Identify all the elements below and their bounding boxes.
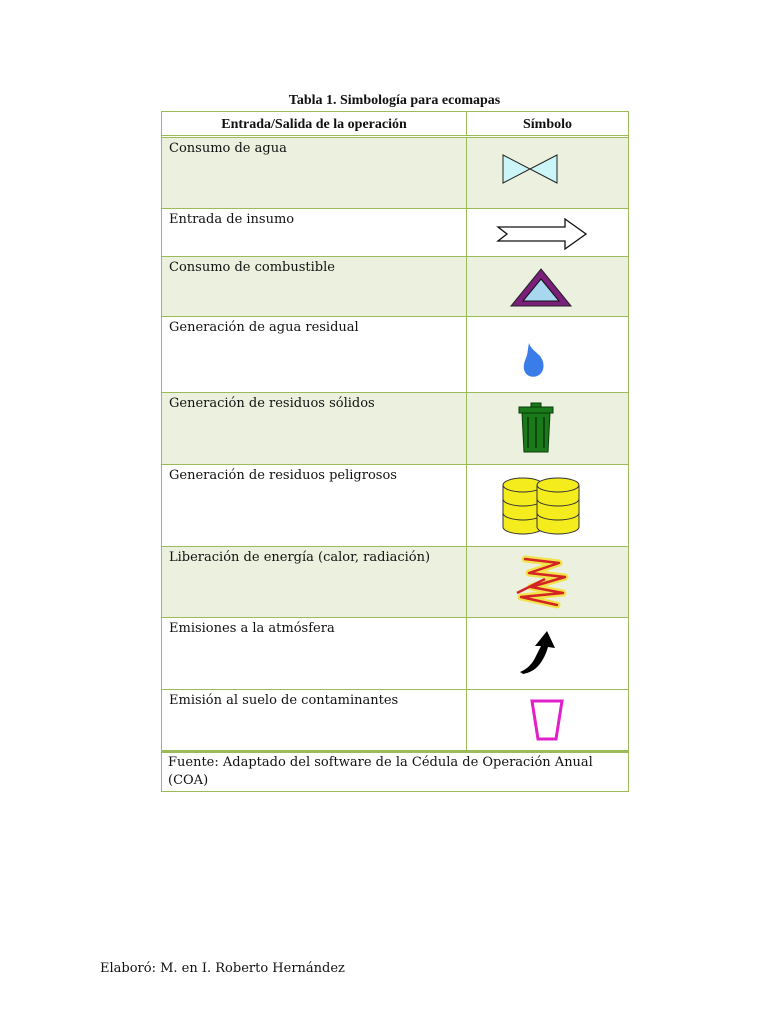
table-row — [162, 690, 628, 751]
row-label: Generación de residuos peligrosos — [162, 465, 467, 546]
table-row — [162, 257, 628, 317]
row-label: Generación de residuos sólidos — [162, 393, 467, 464]
author-footer: Elaboró: M. en I. Roberto Hernández — [100, 961, 345, 976]
row-label: Entrada de insumo — [162, 209, 467, 256]
table-row — [162, 317, 628, 393]
table-row — [162, 209, 628, 257]
emission-arrow-icon — [517, 628, 561, 676]
symbol-cell — [467, 209, 628, 256]
soil-bucket-icon — [529, 698, 565, 742]
water-drop-icon — [521, 341, 547, 379]
trash-can-icon — [517, 401, 555, 455]
table-row — [162, 138, 628, 209]
symbol-cell — [467, 393, 628, 464]
energy-zigzag-icon — [511, 553, 575, 611]
source-row — [162, 751, 628, 791]
row-label: Liberación de energía (calor, radiación) — [162, 547, 467, 617]
symbology-table — [161, 111, 629, 792]
barrels-icon — [501, 475, 585, 537]
table-header-row — [162, 112, 628, 138]
symbol-cell — [467, 547, 628, 617]
arrow-right-icon — [495, 217, 589, 251]
symbol-cell — [467, 257, 628, 316]
row-label: Emisiones a la atmósfera — [162, 618, 467, 689]
fuel-triangle-icon — [509, 267, 573, 309]
symbol-cell — [467, 138, 628, 208]
table-row — [162, 618, 628, 690]
symbol-cell — [467, 618, 628, 689]
table-row — [162, 547, 628, 618]
row-label: Consumo de agua — [162, 138, 467, 208]
symbol-cell — [467, 690, 628, 750]
row-label: Consumo de combustible — [162, 257, 467, 316]
valve-bowtie-icon — [500, 152, 560, 186]
table-row — [162, 465, 628, 547]
table-row — [162, 393, 628, 465]
source-note: Fuente: Adaptado del software de la Cédula de Operación Anual (COA) — [168, 755, 593, 788]
row-label: Generación de agua residual — [162, 317, 467, 392]
table-caption: Tabla 1. Simbología para ecomapas — [288, 93, 501, 108]
header-entrada-salida: Entrada/Salida de la operación — [162, 112, 467, 135]
symbol-cell — [467, 317, 628, 392]
row-label: Emisión al suelo de contaminantes — [162, 690, 467, 750]
header-simbolo: Símbolo — [522, 117, 572, 132]
symbol-cell — [467, 465, 628, 546]
